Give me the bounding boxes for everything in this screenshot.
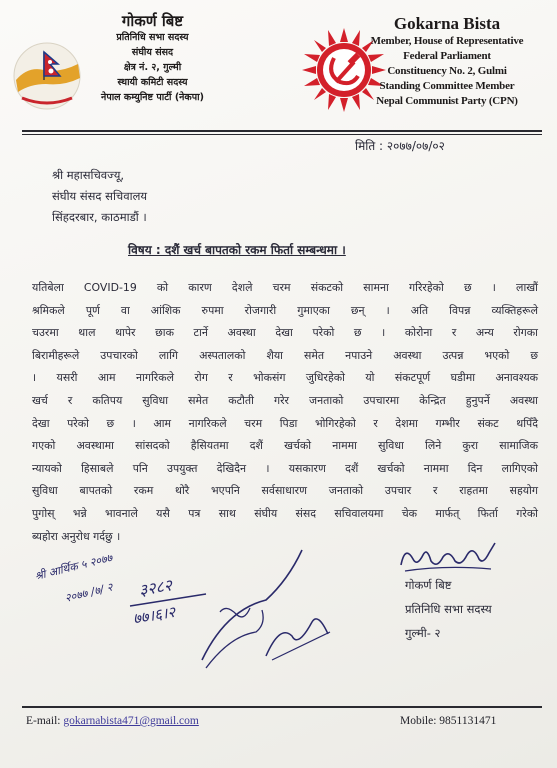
recipient-line: श्री महासचिवज्यू,	[52, 168, 125, 182]
letterhead-english-line: Standing Committee Member	[379, 80, 515, 92]
letterhead-nepali-line: प्रतिनिधि सभा सदस्य	[116, 32, 189, 43]
signatory-title: प्रतिनिधि सभा सदस्य	[405, 602, 492, 616]
body-line: ब्यहोरा अनुरोध गर्दछु ।	[32, 529, 121, 543]
recipient-line: संघीय संसद सचिवालय	[52, 189, 148, 203]
letterhead-english-line: Nepal Communist Party (CPN)	[376, 95, 518, 107]
email-link[interactable]: gokarnabista471@gmail.com	[63, 715, 199, 727]
handwritten-number: ७७।६।२	[131, 602, 177, 628]
letter-subject: विषय : दशैं खर्च बापतको रकम फिर्ता सम्बन्धमा ।	[128, 243, 346, 257]
body-line: यतिबेला COVID-19 को कारण देशले चरम संकटको सामना गरिरहेको छ । लाखौं	[32, 281, 538, 294]
header-divider	[22, 130, 542, 132]
recipient-line: सिंहदरबार, काठमाडौं ।	[52, 210, 147, 224]
letterhead-nepali-line: स्थायी कमिटी सदस्य	[117, 77, 188, 88]
body-line: गएको अवस्थामा सांसदको हैसियतमा दशैं खर्चको नाममा सुविधा लिने कुरा सामाजिक	[32, 439, 538, 453]
letterhead-nepali-line: क्षेत्र नं. २, गुल्मी	[123, 62, 182, 73]
letterhead-nepali	[75, 12, 230, 105]
letterhead-english	[347, 14, 547, 109]
signatory-block	[405, 573, 492, 645]
letter-date: मिति : २०७७/०७/०२	[355, 139, 445, 153]
letterhead-nepali-line: संघीय संसद	[131, 47, 174, 58]
letterhead-english-line: Constituency No. 2, Gulmi	[387, 65, 507, 77]
letter-body	[32, 277, 538, 548]
footer-mobile	[400, 715, 496, 727]
letterhead-english-line: Member, House of Representative	[370, 35, 524, 47]
body-line: न्यायको हिसाबले पनि उपयुक्त देखिदैन । यसकारण दशैं खर्चको नाममा दिन लागिएको	[32, 461, 538, 475]
letterhead-name-nepali: गोकर्ण बिष्ट	[121, 12, 184, 30]
body-line: खर्च र कतिपय सुविधा समेत कटौती गरेर जनताको उपचारमा केन्द्रित हुनुपर्ने अवस्था	[32, 393, 538, 407]
handwritten-note: २०७७ /७/ २	[63, 580, 115, 605]
signatory-name: गोकर्ण बिष्ट	[405, 578, 452, 592]
body-line: पुगोस् भन्ने भावनाले यसै पत्र साथ संघीय संसद सचिवालयमा चेक मार्फत् फिर्ता गरेको	[32, 506, 538, 520]
signatory-place: गुल्मी- २	[405, 626, 441, 640]
header-divider-thin	[22, 134, 542, 135]
mobile-label: Mobile:	[400, 715, 437, 727]
body-line: चउरमा थाल थापेर छाक टार्ने अवस्था देखा परेको छ । कोरोना र अन्य रोगका	[32, 326, 538, 340]
body-line: । यसरी आम नागरिकले रोग र भोकसंग जुधिरहेको यो संकटपूर्ण घडीमा अनावश्यक	[32, 371, 538, 385]
letterhead-name-english: Gokarna Bista	[393, 14, 501, 33]
footer-divider	[22, 706, 542, 708]
handwritten-receipt-notes	[30, 540, 370, 680]
letterhead-nepali-line: नेपाल कम्युनिष्ट पार्टी (नेकपा)	[101, 92, 204, 103]
mobile-number: 9851131471	[439, 715, 497, 727]
body-line: देखा परेको छ । आम नागरिकले चरम पिडा भोगिरहेको र देशमा गम्भीर संकट थपिँदै	[32, 416, 538, 430]
handwritten-note: श्री आर्थिक ५ २०७७	[33, 551, 114, 583]
author-signature	[395, 535, 505, 577]
footer-email	[26, 715, 199, 727]
letterhead-english-line: Federal Parliament	[403, 50, 491, 62]
email-label: E-mail:	[26, 715, 61, 727]
body-line: बिरामीहरूले उपचारको लागि अस्पतालको शैया समेत नपाउने अवस्था उत्पन्न भएको छ	[32, 348, 538, 362]
body-line: श्रमिकले पूर्ण वा आंशिक रुपमा रोजगारी गुमाएका छन् । अति विपन्न व्यक्तिहरूले	[32, 303, 538, 317]
handwritten-number: ३२८२	[137, 575, 174, 600]
body-line: सुविधा बापतको रकम थोरै भएपनि सर्वसाधारण जनताको उपचार र राहतमा सहयोग	[32, 484, 538, 498]
